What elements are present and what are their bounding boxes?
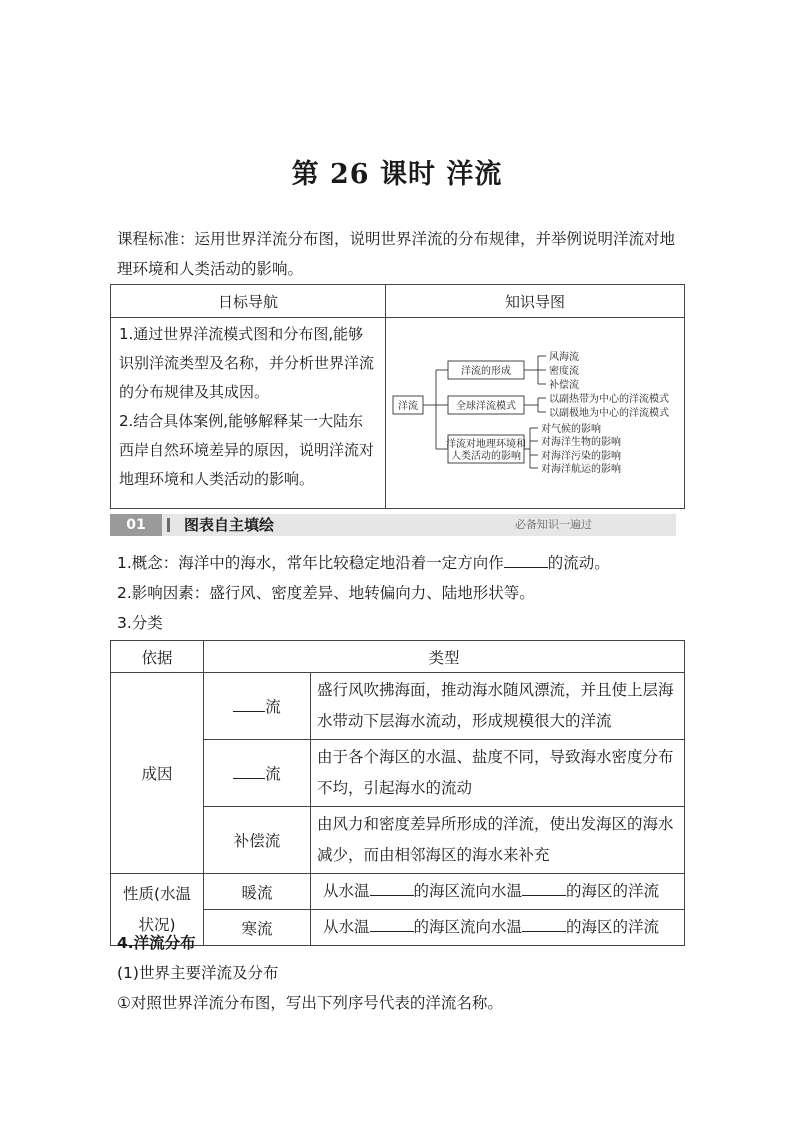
- goal-item-1: 1.通过世界洋流模式图和分布图,能够识别洋流类型及名称，并分析世界洋流的分布规律及其成因。: [119, 325, 375, 401]
- nav-table-header-goals: 日标导航: [111, 285, 386, 318]
- section-title: 图表自主填绘: [184, 516, 275, 534]
- mindmap-cell: [386, 318, 685, 509]
- type-compensation-cell: 补偿流: [204, 807, 311, 874]
- distribution-heading: 4.洋流分布: [117, 934, 196, 952]
- mindmap-leaf: 密度流: [549, 366, 579, 377]
- nav-table: [110, 284, 685, 509]
- section-divider: [167, 518, 170, 532]
- type-density-desc: 由于各个海区的水温、盐度不同，导致海水密度分布不均，引起海水的流动: [311, 740, 685, 807]
- warm-blank-2[interactable]: [522, 881, 566, 896]
- mindmap-leaf: 以副极地为中心的洋流模式: [549, 408, 669, 419]
- section-number: 01: [110, 514, 162, 536]
- mindmap-leaf: 对海洋生物的影响: [541, 437, 621, 448]
- mindmap-branch-impact-line2: 人类活动的影响: [451, 451, 521, 462]
- cold-current-cell: 寒流: [204, 910, 311, 946]
- knowledge-mindmap: [386, 318, 684, 504]
- cold-current-desc: [311, 910, 685, 946]
- concept-text-end: 的流动。: [547, 554, 610, 572]
- type-suffix: 流: [265, 698, 281, 716]
- nature-line-2: 状况): [138, 915, 176, 934]
- mindmap-branch-impact-line1: 洋流对地理环境和: [446, 439, 526, 450]
- type-wind-cell: [204, 673, 311, 740]
- warm-current-desc: [311, 874, 685, 910]
- concept-blank[interactable]: [504, 553, 548, 568]
- mindmap-leaf: 对海洋污染的影响: [541, 451, 621, 462]
- page-title: 第 26 课时 洋流: [291, 159, 503, 190]
- warm-current-cell: 暖流: [204, 874, 311, 910]
- distribution-subheading: (1)世界主要洋流及分布: [117, 964, 279, 982]
- type-suffix: 流: [265, 765, 281, 783]
- type-wind-desc: 盛行风吹拂海面，推动海水随风漂流，并且使上层海水带动下层海水流动，形成规模很大的洋流: [311, 673, 685, 740]
- cold-to: 的海区流向水温: [413, 918, 523, 936]
- cold-blank-1[interactable]: [370, 917, 414, 932]
- type-compensation-desc: 由风力和密度差异所形成的洋流，使出发海区的海水减少，而由相邻海区的海水来补充: [311, 807, 685, 874]
- mindmap-branch-formation: 洋流的形成: [461, 366, 511, 377]
- warm-blank-1[interactable]: [370, 881, 414, 896]
- section-note: 必备知识一遍过: [515, 518, 592, 531]
- mindmap-leaf: 对海洋航运的影响: [541, 464, 621, 475]
- concept-text: 1.概念：海洋中的海水，常年比较稳定地沿着一定方向作: [117, 554, 504, 572]
- mindmap-branch-pattern: 全球洋流模式: [456, 401, 516, 412]
- class-header-basis: 依据: [111, 641, 204, 673]
- mindmap-root: 洋流: [398, 401, 418, 412]
- concept-line: [117, 548, 610, 578]
- cold-from: 从水温: [323, 918, 370, 936]
- section-header: [110, 514, 676, 536]
- warm-end: 的海区的洋流: [566, 882, 660, 900]
- cold-end: 的海区的洋流: [566, 918, 660, 936]
- cold-blank-2[interactable]: [522, 917, 566, 932]
- mindmap-leaf: 对气候的影响: [541, 424, 601, 435]
- class-header-type: 类型: [204, 641, 685, 673]
- mindmap-leaf: 补偿流: [549, 380, 579, 391]
- type-density-blank[interactable]: [233, 764, 265, 779]
- mindmap-leaf: 以副热带为中心的洋流模式: [549, 394, 669, 405]
- type-wind-blank[interactable]: [233, 697, 265, 712]
- factors-line: 2.影响因素：盛行风、密度差异、地转偏向力、陆地形状等。: [117, 584, 535, 602]
- nav-table-header-map: 知识导图: [386, 285, 685, 318]
- warm-from: 从水温: [323, 882, 370, 900]
- distribution-instruction: ①对照世界洋流分布图，写出下列序号代表的洋流名称。: [117, 994, 503, 1012]
- classification-heading: 3.分类: [117, 614, 163, 632]
- type-density-cell: [204, 740, 311, 807]
- curriculum-standard: 课程标准：运用世界洋流分布图，说明世界洋流的分布规律，并举例说明洋流对地理环境和人类活动的影响。: [117, 230, 676, 278]
- mindmap-leaf: 风海流: [549, 352, 579, 363]
- goals-cell: [111, 318, 386, 509]
- warm-to: 的海区流向水温: [413, 882, 523, 900]
- nature-line-1: 性质(水温: [122, 884, 192, 903]
- goal-item-2: 2.结合具体案例,能够解释某一大陆东西岸自然环境差异的原因，说明洋流对地理环境和人类活动的影响。: [119, 412, 375, 488]
- cause-cell: 成因: [111, 673, 204, 874]
- classification-table: [110, 640, 685, 946]
